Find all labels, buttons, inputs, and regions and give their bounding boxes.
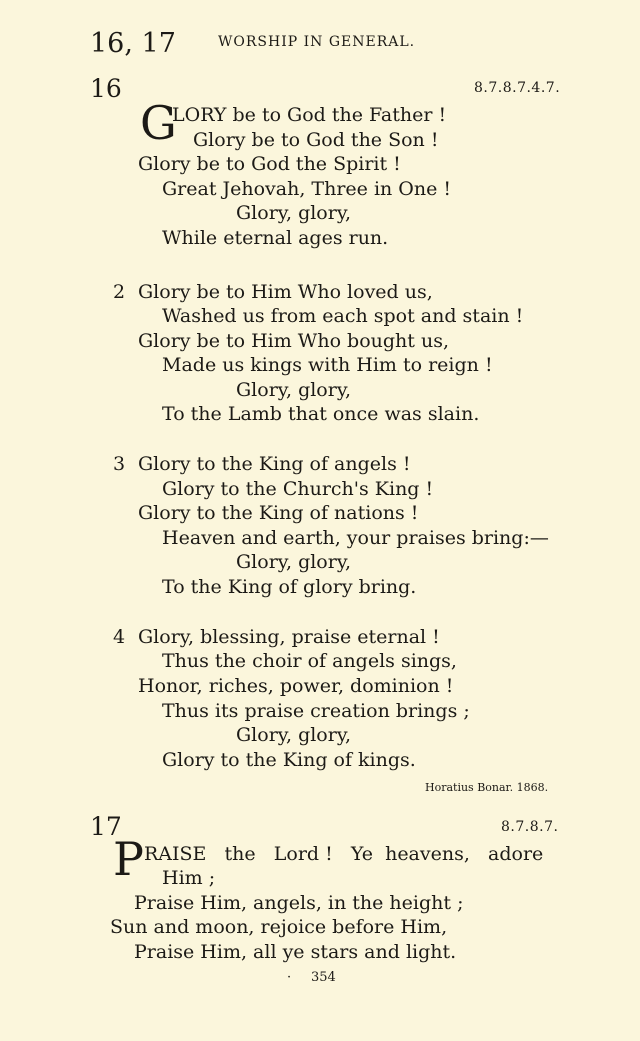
- verse-3-line-3: Glory to the King of nations !: [138, 502, 419, 524]
- verse-4-number: 4: [113, 626, 126, 648]
- verse-2-number: 2: [113, 281, 126, 303]
- verse-3-line-4: Heaven and earth, your praises bring:—: [162, 527, 549, 549]
- hymn-16-line-5: Glory, glory,: [236, 202, 352, 224]
- verse-2-line-2: Washed us from each spot and stain !: [162, 305, 524, 327]
- page-hymn-numbers: 16, 17: [90, 28, 176, 59]
- verse-4-line-5: Glory, glory,: [236, 724, 352, 746]
- hymn-17-line-4: Praise Him, all ye stars and light.: [134, 941, 457, 963]
- verse-4-line-3: Honor, riches, power, dominion !: [138, 675, 454, 697]
- verse-2-line-5: Glory, glory,: [236, 379, 352, 401]
- verse-4-line-2: Thus the choir of angels sings,: [162, 650, 457, 672]
- verse-2-line-6: To the Lamb that once was slain.: [162, 403, 480, 425]
- verse-4-line-4: Thus its praise creation brings ;: [162, 700, 470, 722]
- hymn-17-meter: 8.7.8.7.: [501, 819, 559, 835]
- verse-3-line-5: Glory, glory,: [236, 551, 352, 573]
- hymn-17-number: 17: [90, 812, 122, 841]
- hymn-17-line-1: RAISE the Lord ! Ye heavens, adore: [144, 843, 544, 865]
- section-title: WORSHIP IN GENERAL.: [218, 34, 416, 50]
- hymn-17-dropcap: P: [113, 832, 144, 886]
- hymn-16-number: 16: [90, 74, 122, 103]
- verse-4-line-6: Glory to the King of kings.: [162, 749, 416, 771]
- verse-3-line-1: Glory to the King of angels !: [138, 453, 411, 475]
- verse-2-line-4: Made us kings with Him to reign !: [162, 354, 493, 376]
- footer-dot: ·: [287, 970, 292, 985]
- hymn-16-line-1: LORY be to God the Father !: [172, 104, 447, 126]
- verse-3-line-6: To the King of glory bring.: [162, 576, 417, 598]
- verse-3-number: 3: [113, 453, 126, 475]
- author-year: 1868.: [516, 781, 549, 794]
- author-name: Horatius Bonar.: [425, 781, 514, 794]
- hymn-16-meter: 8.7.8.7.4.7.: [474, 80, 561, 96]
- hymn-16-line-4: Great Jehovah, Three in One !: [162, 178, 452, 200]
- hymn-17-line-2: Praise Him, angels, in the height ;: [134, 892, 464, 914]
- hymn-16-dropcap: G: [140, 96, 177, 150]
- page-number: 354: [311, 970, 336, 985]
- hymn-16-line-3: Glory be to God the Spirit !: [138, 153, 401, 175]
- verse-2-line-3: Glory be to Him Who bought us,: [138, 330, 449, 352]
- verse-3-line-2: Glory to the Church's King !: [162, 478, 434, 500]
- hymn-16-line-2: Glory be to God the Son !: [193, 129, 439, 151]
- verse-2-line-1: Glory be to Him Who loved us,: [138, 281, 433, 303]
- hymn-16-line-6: While eternal ages run.: [162, 227, 389, 249]
- hymn-17-line-1-cont: Him ;: [162, 867, 216, 889]
- hymn-17-line-3: Sun and moon, rejoice before Him,: [110, 916, 448, 938]
- verse-4-line-1: Glory, blessing, praise eternal !: [138, 626, 440, 648]
- hymn-16-attribution: [425, 781, 548, 794]
